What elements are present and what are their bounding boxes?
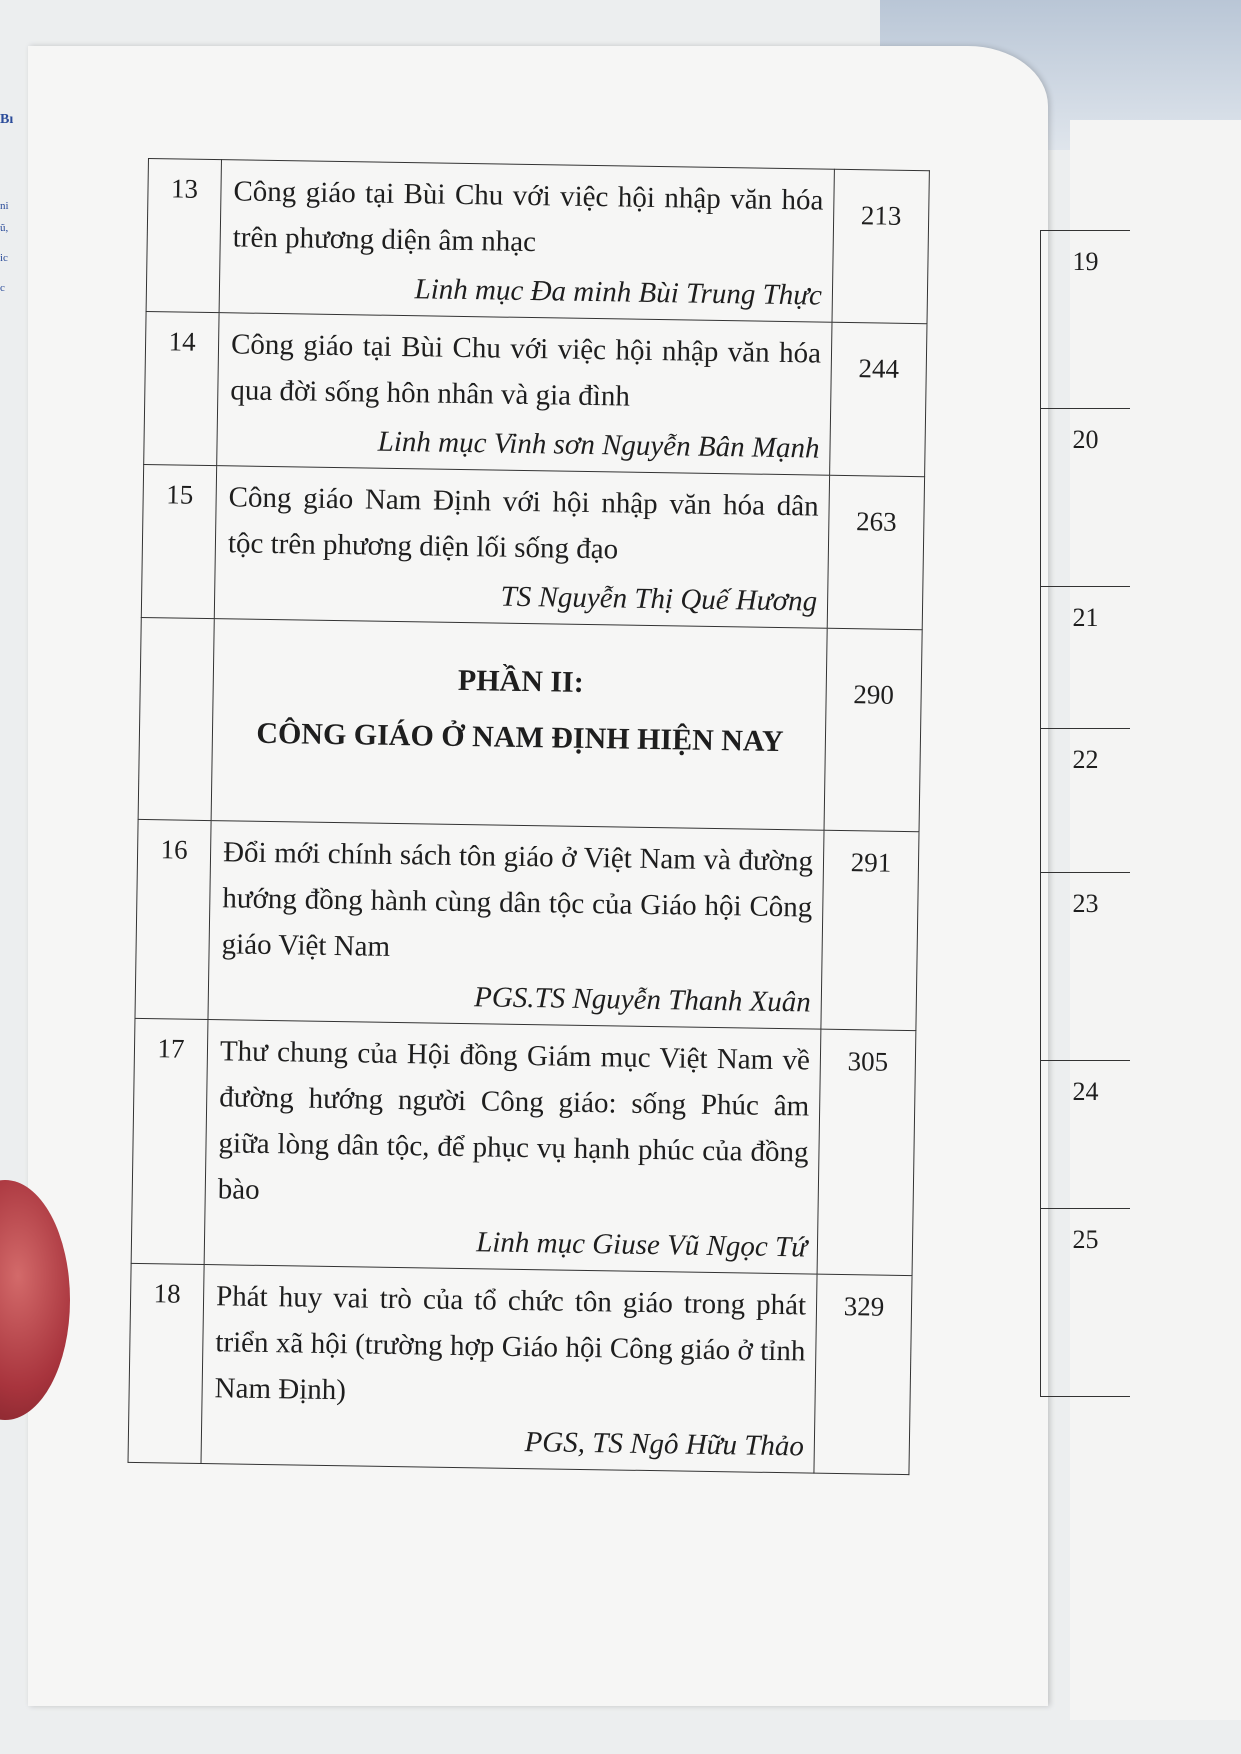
margin-fragment: c — [0, 282, 5, 294]
entry-content — [201, 1265, 817, 1474]
table-row — [1041, 1061, 1131, 1209]
entry-number: 25 — [1041, 1209, 1131, 1397]
entry-content — [208, 821, 824, 1030]
entry-author: TS Nguyễn Thị Quế Hương — [500, 580, 818, 618]
entry-content — [219, 160, 834, 323]
entry-title: Phát huy vai trò của tổ chức tôn giáo trong phát triển xã hội (trường hợp Giáo hội Công giáo ở tỉnh Nam Định) — [214, 1280, 807, 1407]
table-row — [1041, 873, 1131, 1061]
entry-number: 21 — [1041, 587, 1131, 729]
table-row — [141, 464, 924, 629]
entry-content — [217, 313, 832, 476]
entry-page: 291 — [821, 830, 919, 1030]
entry-page: 244 — [830, 322, 927, 476]
entry-number: 24 — [1041, 1061, 1131, 1209]
margin-fragment: ic — [0, 252, 8, 264]
entry-number: 16 — [135, 819, 211, 1019]
entry-content — [214, 466, 829, 629]
table-row — [1041, 409, 1131, 587]
entry-page: 213 — [832, 169, 929, 323]
part-title: CÔNG GIÁO Ở NAM ĐỊNH HIỆN NAY — [256, 716, 784, 759]
entry-title: Đổi mới chính sách tôn giáo ở Việt Nam và đường hướng đồng hành cùng dân tộc của Giáo hội Công giáo Việt Nam — [221, 836, 814, 963]
entry-number: 13 — [146, 159, 221, 313]
entry-number: 19 — [1041, 231, 1131, 409]
entry-page: 263 — [827, 475, 924, 629]
entry-author: PGS.TS Nguyễn Thanh Xuân — [473, 981, 812, 1019]
entry-page: 290 — [824, 628, 922, 831]
entry-number: 14 — [144, 311, 219, 465]
table-row — [131, 1018, 916, 1275]
entry-number: 20 — [1041, 409, 1131, 587]
entry-page: 305 — [817, 1029, 916, 1275]
margin-fragment: ũ, — [0, 222, 9, 234]
margin-fragment: ni — [0, 200, 9, 212]
entry-author: Linh mục Giuse Vũ Ngọc Tứ — [475, 1226, 808, 1264]
entry-title: Thư chung của Hội đồng Giám mục Việt Nam về đường hướng người Công giáo: sống Phúc âm giữa lòng dân tộc, để phục vụ hạnh phúc của đồng bào — [217, 1035, 811, 1206]
entry-number: 23 — [1041, 873, 1131, 1061]
entry-number — [138, 617, 214, 820]
entry-author: Linh mục Vinh sơn Nguyễn Bân Mạnh — [377, 425, 820, 465]
entry-title: Công giáo tại Bùi Chu với việc hội nhập văn hóa trên phương diện âm nhạc — [232, 175, 824, 259]
part-heading-row — [138, 617, 922, 831]
table-of-contents — [128, 158, 930, 1475]
entry-number: 18 — [128, 1263, 204, 1463]
adjacent-table — [1040, 230, 1130, 1397]
entry-number: 22 — [1041, 729, 1131, 873]
table-row — [128, 1263, 912, 1474]
table-row — [146, 159, 929, 324]
part-heading — [211, 619, 827, 831]
table-row — [1041, 231, 1131, 409]
entry-number: 15 — [141, 464, 216, 618]
table-row — [1041, 1209, 1131, 1397]
entry-page: 329 — [814, 1274, 912, 1474]
entry-content — [204, 1020, 821, 1275]
entry-author: Linh mục Đa minh Bùi Trung Thực — [414, 273, 823, 312]
entry-number: 17 — [131, 1018, 208, 1264]
table-row — [1041, 729, 1131, 873]
entry-title: Công giáo Nam Định với hội nhập văn hóa dân tộc trên phương diện lối sống đạo — [227, 481, 819, 566]
table-row — [1041, 587, 1131, 729]
margin-fragment: Bı — [0, 112, 14, 127]
entry-author: PGS, TS Ngô Hữu Thảo — [524, 1426, 805, 1463]
table-row — [135, 819, 919, 1030]
entry-title: Công giáo tại Bùi Chu với việc hội nhập văn hóa qua đời sống hôn nhân và gia đình — [230, 328, 822, 413]
part-label: PHẦN II: — [457, 663, 584, 699]
table-row — [144, 311, 927, 476]
